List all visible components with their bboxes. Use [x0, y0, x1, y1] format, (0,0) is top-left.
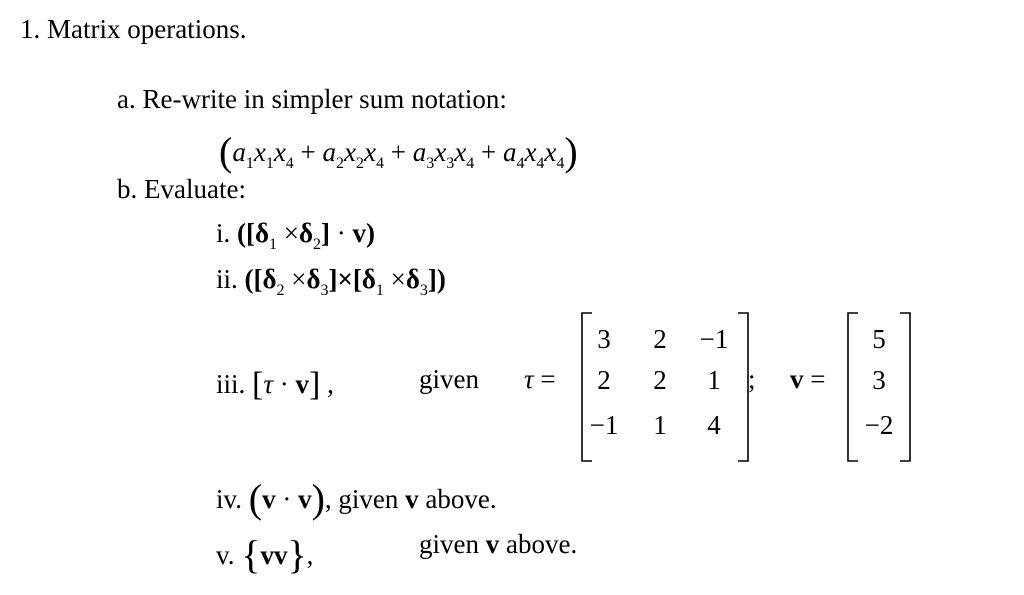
vector-cell: 3	[872, 365, 886, 395]
term-x: x	[364, 137, 376, 167]
matrix-cell: −1	[699, 324, 729, 354]
subscript: 4	[536, 155, 545, 172]
part-b-label: b. Evaluate:	[117, 174, 246, 204]
vector-v: v	[485, 529, 500, 559]
matrix-cell: 3	[597, 324, 611, 354]
sum-expression	[219, 128, 578, 174]
v-vector	[846, 312, 912, 462]
matrix-cell: 1	[707, 365, 721, 395]
equals-sign: =	[540, 364, 556, 394]
subscript: 1	[375, 282, 384, 299]
middle-group: ]×[	[328, 264, 362, 294]
tau-symbol: τ	[263, 369, 274, 399]
delta-symbol: δ	[405, 264, 420, 294]
term-a: a	[322, 137, 337, 167]
above-text: above.	[418, 484, 497, 514]
term-x: x	[253, 137, 266, 167]
delta-symbol: δ	[262, 264, 277, 294]
close-paren: )	[366, 218, 376, 248]
vector-v: v	[295, 369, 310, 399]
plus-sign: +	[300, 137, 316, 167]
matrix-cell: 2	[653, 324, 667, 354]
open-brace: {	[241, 532, 261, 577]
subscript: 2	[276, 282, 285, 299]
expr-close-paren: )	[564, 129, 578, 174]
v-equals	[790, 366, 825, 393]
delta-symbol: δ	[361, 264, 376, 294]
dyad-vv: vv	[260, 540, 288, 570]
dot-sign: ·	[336, 218, 346, 248]
item-v-given	[419, 531, 577, 558]
vector-cell: 5	[872, 324, 886, 354]
item-number: v.	[216, 540, 235, 570]
item-iii	[216, 366, 334, 403]
item-number: ii.	[216, 264, 238, 294]
subscript: 4	[556, 155, 565, 172]
cross-sign: ×	[291, 264, 307, 294]
plus-sign: +	[390, 137, 406, 167]
given-text: , given	[324, 484, 406, 514]
item-number: iv.	[216, 484, 242, 514]
part-a-label: a. Re-write in simpler sum notation:	[117, 84, 507, 114]
vector-v: v	[790, 364, 804, 394]
matrix-cell: 4	[707, 410, 721, 440]
vector-cell: −2	[864, 410, 894, 440]
semicolon: ;	[748, 364, 756, 394]
tau-matrix	[580, 312, 750, 462]
subscript: 2	[336, 155, 345, 172]
tau-symbol: τ	[524, 364, 534, 394]
subscript: 4	[516, 155, 525, 172]
term-x: x	[434, 137, 447, 167]
subscript: 3	[446, 155, 455, 172]
given-label: given	[419, 364, 479, 394]
open-group: ([	[244, 264, 263, 294]
problem-heading: 1. Matrix operations.	[20, 14, 247, 44]
subscript: 1	[265, 155, 274, 172]
item-iv	[216, 475, 497, 521]
subscript: 3	[419, 282, 428, 299]
matrix-cell: −1	[589, 410, 619, 440]
delta-symbol: δ	[255, 218, 270, 248]
subscript: 2	[313, 236, 322, 253]
tau-equals	[524, 366, 556, 393]
subscript: 4	[285, 155, 294, 172]
comma: ,	[306, 540, 314, 570]
term-x: x	[344, 137, 357, 167]
subscript: 1	[269, 236, 278, 253]
open-paren: (	[248, 476, 263, 521]
subscript: 1	[245, 155, 254, 172]
close-paren: )	[311, 476, 325, 521]
close-bracket: ]	[321, 218, 331, 248]
subscript: 3	[320, 282, 329, 299]
vector-v: v	[298, 484, 312, 514]
dot-sign: ·	[282, 484, 292, 514]
dot-sign: ·	[279, 369, 289, 399]
above-text: above.	[499, 529, 578, 559]
open-group: ([	[237, 218, 255, 248]
term-x: x	[544, 137, 557, 167]
item-number: iii.	[216, 369, 246, 399]
given-text: given	[419, 529, 486, 559]
delta-symbol: δ	[299, 218, 314, 248]
vector-v: v	[262, 484, 276, 514]
term-x: x	[454, 137, 467, 167]
term-x: x	[273, 137, 286, 167]
term-x: x	[524, 137, 537, 167]
matrix-cell: 2	[653, 365, 667, 395]
close-bracket: ]	[309, 366, 321, 403]
subscript: 4	[376, 155, 384, 172]
vector-right-bracket	[898, 312, 912, 462]
term-a: a	[232, 137, 246, 167]
comma: ,	[327, 369, 334, 399]
close-group: ])	[427, 264, 446, 294]
cross-sign: ×	[283, 218, 299, 248]
term-a: a	[502, 137, 517, 167]
term-a: a	[412, 137, 427, 167]
equals-sign: =	[810, 364, 826, 394]
item-v	[216, 531, 314, 577]
expr-open-paren: (	[219, 129, 233, 174]
close-brace: }	[287, 532, 307, 577]
item-ii	[216, 264, 446, 299]
matrix-cell: 2	[597, 365, 611, 395]
matrix-cell: 1	[653, 410, 667, 440]
plus-sign: +	[480, 137, 497, 167]
cross-sign: ×	[390, 264, 406, 294]
item-i	[216, 218, 376, 253]
vector-v: v	[405, 484, 419, 514]
subscript: 4	[466, 155, 475, 172]
delta-symbol: δ	[306, 264, 321, 294]
item-number: i.	[216, 218, 231, 248]
open-bracket: [	[252, 366, 264, 403]
vector-v: v	[352, 218, 367, 248]
subscript: 3	[426, 155, 435, 172]
subscript: 2	[356, 155, 365, 172]
